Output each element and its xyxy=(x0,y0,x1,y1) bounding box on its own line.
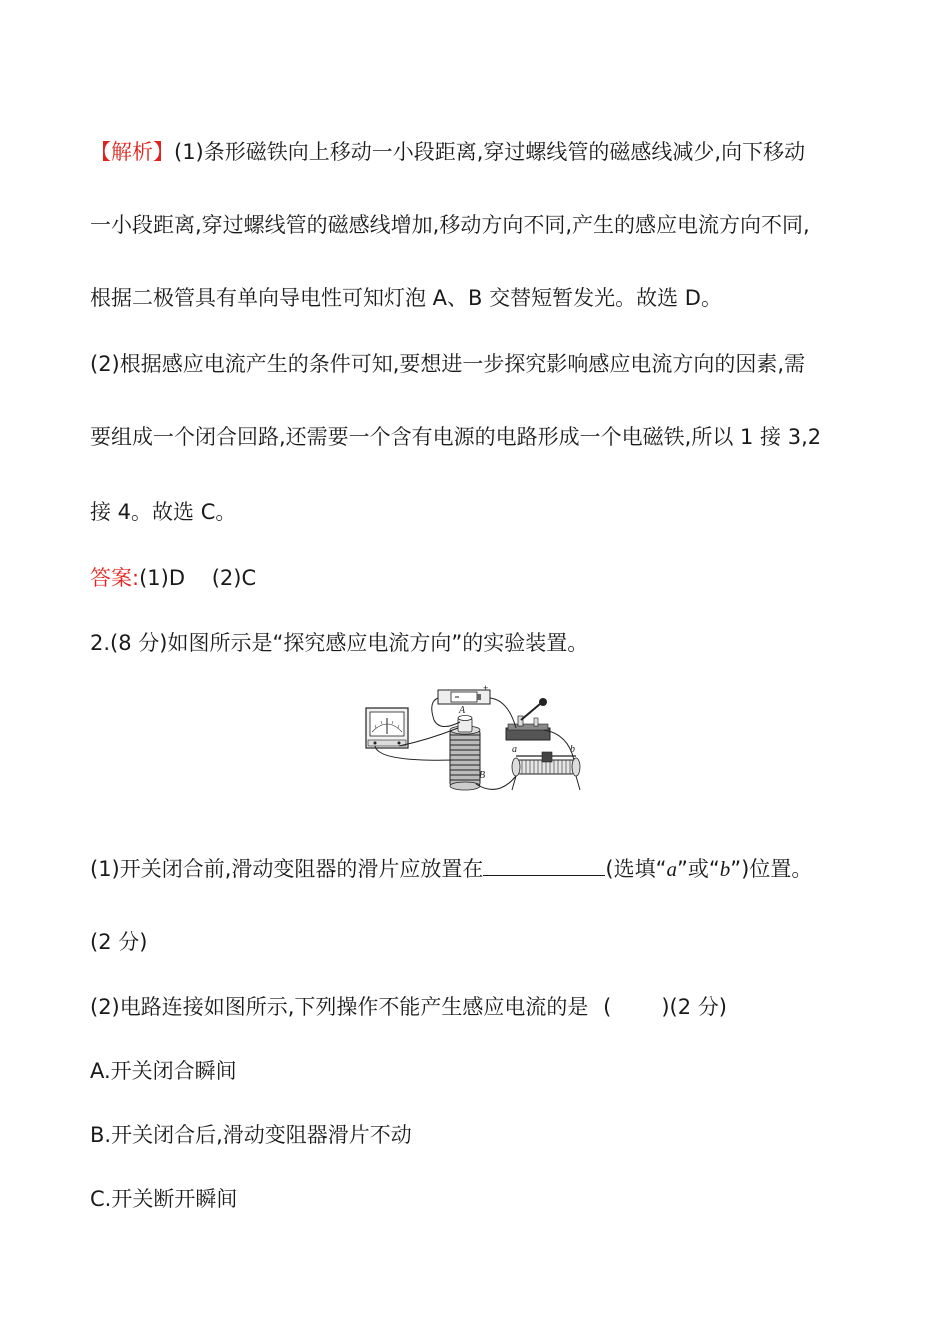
coil-icon xyxy=(450,716,480,791)
option-a: A.开关闭合瞬间 xyxy=(90,1059,237,1083)
coil-label-a: A xyxy=(459,705,466,716)
experiment-figure xyxy=(358,680,586,802)
q1-option-b: b xyxy=(719,857,731,881)
coil-label-b: B xyxy=(479,770,486,781)
rheostat-icon xyxy=(512,752,580,790)
analysis-label: 【解析】 xyxy=(90,140,174,164)
option-c: C.开关断开瞬间 xyxy=(90,1187,238,1211)
battery-plus-label: + xyxy=(483,683,489,693)
analysis-text-1: (1)条形磁铁向上移动一小段距离,穿过螺线管的磁感线减少,向下移动 xyxy=(174,140,806,164)
q1-text-mid1: (选填“ xyxy=(605,857,667,881)
q1-answer-blank[interactable] xyxy=(483,855,605,876)
answer-line xyxy=(90,564,256,592)
option-b: B.开关闭合后,滑动变阻器滑片不动 xyxy=(90,1123,412,1147)
rheostat-label-b: b xyxy=(570,744,575,755)
question-2 xyxy=(90,993,727,1021)
answer-label: 答案: xyxy=(90,566,140,590)
q1-text-after: ”)位置。 xyxy=(730,857,813,881)
galvanometer-icon xyxy=(366,708,408,748)
q2-paren-close: )(2 分) xyxy=(661,995,727,1019)
question-1 xyxy=(90,855,812,883)
question-stem: 2.(8 分)如图所示是“探究感应电流方向”的实验装置。 xyxy=(90,631,589,655)
analysis-line-3: 根据二极管具有单向导电性可知灯泡 A、B 交替短暂发光。故选 D。 xyxy=(90,286,722,310)
q1-option-a: a xyxy=(666,857,677,881)
answer-value: (1)D (2)C xyxy=(139,566,257,590)
analysis-line-4: (2)根据感应电流产生的条件可知,要想进一步探究影响感应电流方向的因素,需 xyxy=(90,352,806,376)
rheostat-label-a: a xyxy=(512,744,517,755)
analysis-line-6: 接 4。故选 C。 xyxy=(90,500,237,524)
q1-text-mid2: ”或“ xyxy=(677,857,720,881)
analysis-line-2: 一小段距离,穿过螺线管的磁感线增加,移动方向不同,产生的感应电流方向不同, xyxy=(90,213,810,237)
analysis-line-5: 要组成一个闭合回路,还需要一个含有电源的电路形成一个电磁铁,所以 1 接 3,2 xyxy=(90,425,822,449)
q1-score: (2 分) xyxy=(90,930,148,954)
q2-paren-open: ( xyxy=(603,995,612,1019)
analysis-line-1 xyxy=(90,138,805,166)
q1-text-before: (1)开关闭合前,滑动变阻器的滑片应放置在 xyxy=(90,857,484,881)
q2-text: (2)电路连接如图所示,下列操作不能产生感应电流的是 xyxy=(90,995,589,1019)
